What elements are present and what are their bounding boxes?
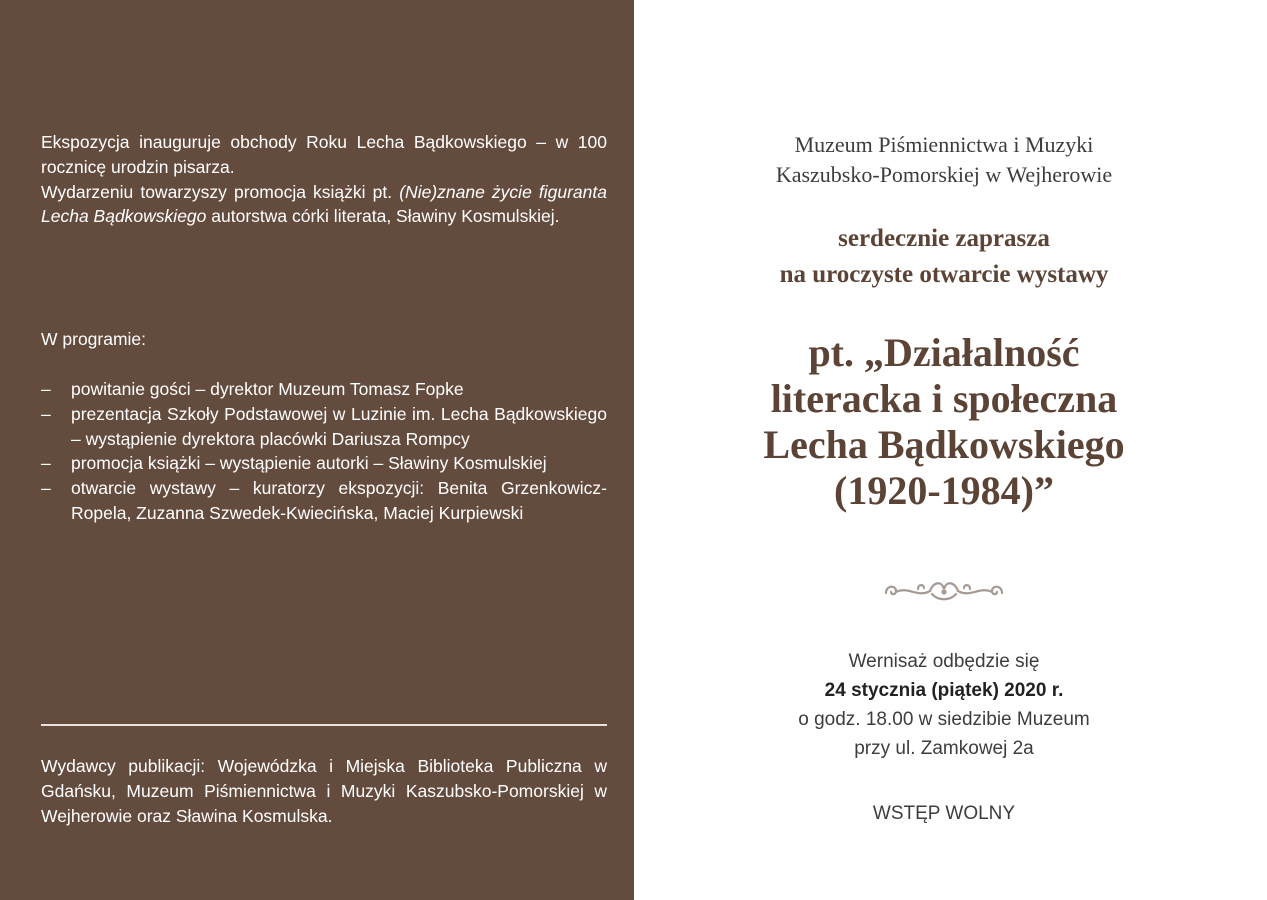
program-item-text: powitanie gości – dyrektor Muzeum Tomasz Fopke	[71, 379, 464, 399]
divider-line	[41, 724, 607, 726]
exhibition-title	[634, 330, 1254, 514]
vernissage-text: Wernisaż odbędzie się	[848, 651, 1040, 672]
invitation	[634, 221, 1254, 293]
scroll-ornament-icon	[882, 576, 1006, 606]
title-line-2: literacka i społeczna	[770, 376, 1118, 421]
list-dash: –	[41, 379, 51, 399]
program-list	[41, 377, 607, 526]
program-item-text: otwarcie wystawy – kuratorzy ekspozycji: Benita Grzenkowicz-Ropela, Zuzanna Szwedek-Kwiecińska, Maciej Kurpiewski	[71, 478, 607, 523]
intro-line-2-start: Wydarzeniu towarzyszy promocja książki pt.	[41, 181, 393, 202]
event-address: przy ul. Zamkowej 2a	[854, 738, 1034, 759]
museum-name	[634, 130, 1254, 190]
event-time-place: o godz. 18.00 w siedzibie Muzeum	[798, 709, 1090, 730]
event-date: 24 stycznia (piątek) 2020 r.	[824, 680, 1064, 701]
list-dash: –	[41, 453, 51, 474]
program-item	[41, 451, 607, 476]
program-item	[41, 377, 607, 402]
program-item-text: prezentacja Szkoły Podstawowej w Luzinie im. Lecha Bądkowskiego – wystąpienie dyrektora placówki Dariusza Rompcy	[71, 403, 607, 449]
event-details	[634, 647, 1254, 763]
program-item	[41, 476, 607, 526]
museum-line-2: Kaszubsko-Pomorskiej w Wejherowie	[775, 162, 1113, 187]
invite-line-2: na uroczyste otwarcie wystawy	[779, 261, 1109, 288]
publishers-text: Wydawcy publikacji: Wojewódzka i Miejska Biblioteka Publiczna w Gdańsku, Muzeum Piśmiennictwa i Muzyki Kaszubsko-Pomorskiej w Wejherowie oraz Sławina Kosmulska.	[41, 756, 607, 826]
title-line-1: pt. „Działalność	[808, 330, 1080, 375]
program-item	[41, 402, 607, 452]
right-panel	[634, 0, 1267, 900]
invite-line-1: serdecznie zaprasza	[838, 225, 1050, 252]
intro-text	[41, 130, 607, 229]
museum-line-1: Muzeum Piśmiennictwa i Muzyki	[794, 132, 1094, 157]
book-title: (Nie)znane życie figuranta Lecha Bądkowskiego	[41, 181, 607, 227]
free-entry: WSTĘP WOLNY	[872, 803, 1016, 824]
title-line-4: (1920-1984)”	[834, 468, 1054, 513]
program-section	[41, 377, 607, 526]
intro-line-1: Ekspozycja inauguruje obchody Roku Lecha Bądkowskiego – w 100 rocznicę urodzin pisarza.	[41, 132, 607, 177]
list-dash: –	[41, 478, 51, 499]
intro-line-2-end: autorstwa córki literata, Sławiny Kosmulskiej.	[211, 206, 560, 227]
list-dash: –	[41, 403, 51, 424]
program-heading: W programie:	[41, 329, 147, 349]
program-item-text: promocja książki – wystąpienie autorki – Sławiny Kosmulskiej	[71, 453, 547, 474]
title-line-3: Lecha Bądkowskiego	[763, 422, 1125, 467]
